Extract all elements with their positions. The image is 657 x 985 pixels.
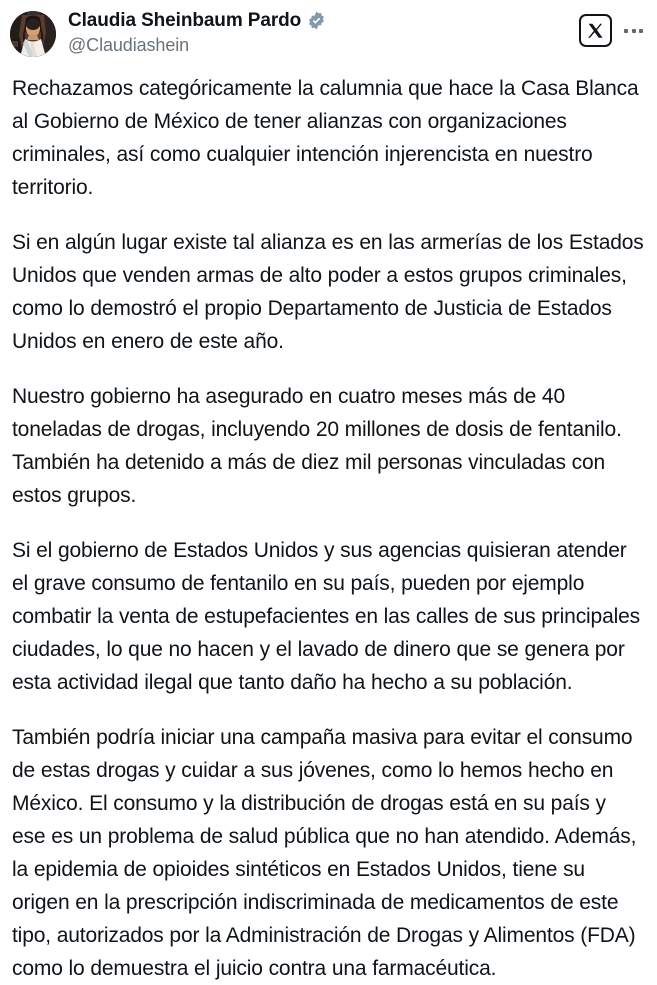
verified-badge-icon (307, 11, 326, 30)
tweet-paragraph: Rechazamos categóricamente la calumnia que hace la Casa Blanca al Gobierno de México de tener alianzas con organizaciones criminales, así como cualquier intención injerencista en nuestro territorio. (12, 77, 639, 199)
tweet-paragraph: Si en algún lugar existe tal alianza es en las armerías de los Estados Unidos que venden armas de alto poder a estos grupos criminales, como lo demostró el propio Departamento de Justicia de Estados Unidos en enero de este año. (12, 231, 644, 353)
more-dot-icon (639, 29, 643, 33)
x-logo-button[interactable] (579, 14, 612, 47)
more-options-button[interactable] (622, 23, 645, 39)
tweet-paragraph: También podría iniciar una campaña masiva para evitar el consumo de estas drogas y cuidar a sus jóvenes, como lo hemos hecho en México. El consumo y la distribución de drogas está en su país y ese es un problema de salud pública que no han atendido. Además, la epidemia de opioides sintéticos en Estados Unidos, tiene su origen en la prescripción indiscriminada de medicamentos de este tipo, autorizados por la Administración de Drogas y Alimentos (FDA) como lo demuestra el juicio contra una farmacéutica. (12, 726, 637, 980)
tweet-header (0, 0, 657, 62)
header-actions (579, 10, 645, 47)
author-identity (68, 10, 326, 56)
display-name[interactable]: Claudia Sheinbaum Pardo (68, 10, 302, 31)
x-logo-icon (587, 22, 605, 40)
author-handle[interactable]: @Claudiashein (68, 35, 190, 55)
more-dot-icon (624, 29, 628, 33)
tweet-paragraph: Si el gobierno de Estados Unidos y sus agencias quisieran atender el grave consumo de fentanilo en su país, pueden por ejemplo combatir la venta de estupefacientes en las calles de sus principales ciudades, lo que no hacen y el lavado de dinero que se genera por esta actividad ilegal que tanto daño ha hecho a su población. (12, 539, 641, 694)
avatar[interactable] (10, 11, 56, 57)
tweet-text-body (0, 62, 657, 985)
name-row (68, 11, 326, 30)
more-dot-icon (632, 29, 636, 33)
tweet-paragraph: Nuestro gobierno ha asegurado en cuatro meses más de 40 toneladas de drogas, incluyendo 20 millones de dosis de fentanilo. También ha detenido a más de diez mil personas vinculadas con estos grupos. (12, 385, 622, 507)
